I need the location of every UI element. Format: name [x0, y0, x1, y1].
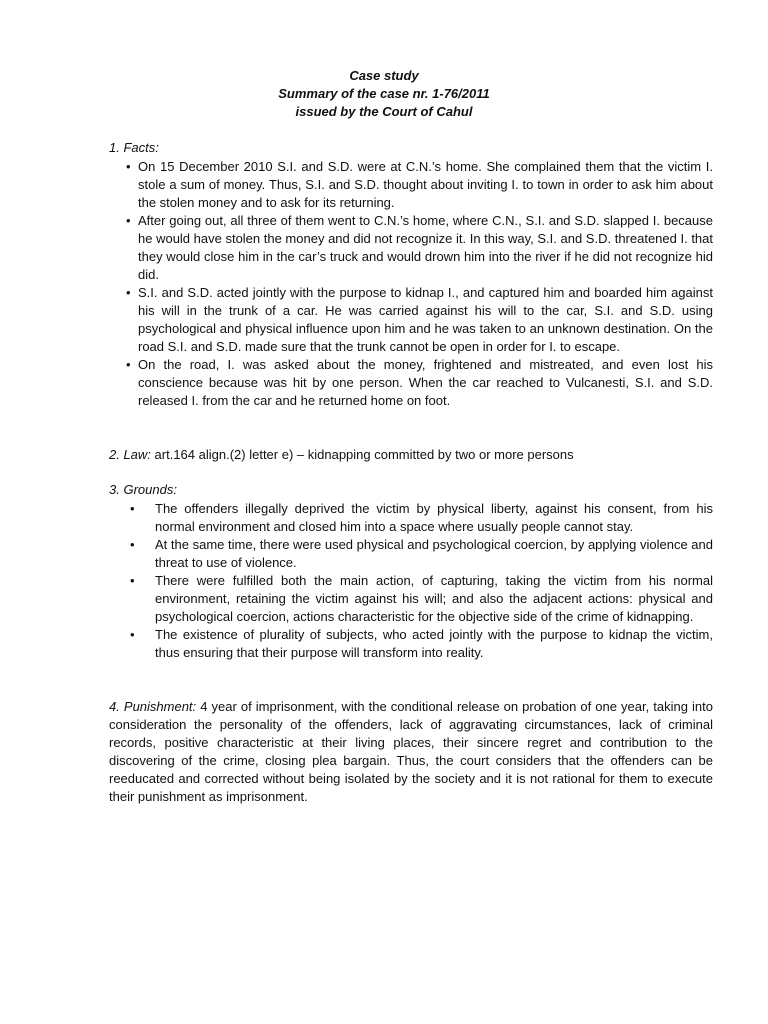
law-label: 2. Law:: [109, 447, 151, 462]
facts-heading: [109, 139, 714, 157]
punishment-paragraph: [109, 698, 713, 806]
punishment-label: 4. Punishment:: [109, 699, 197, 714]
list-item: [130, 572, 713, 626]
ground-text: The offenders illegally deprived the victim by physical liberty, against his consent, from his normal environment and closed him into a space where usually people cannot stay.: [155, 501, 713, 534]
ground-text: There were fulfilled both the main action, of capturing, taking the victim from his normal environment, retaining the victim against his will; and also the adjacent actions: physical and psychological coercion, actions characteristic for the objective side of the crime of kidnapping.: [155, 573, 713, 624]
bullet-icon: •: [126, 213, 131, 228]
punishment-text: 4 year of imprisonment, with the conditional release on probation of one year, taking into consideration the personality of the offenders, lack of aggravating circumstances, lack of criminal records, positive characteristic at their living places, their sincere regret and contribution to the discovering of the crime, closing plea bargain. Thus, the court considers that the offenders can be reeducated and corrected without being isolated by the society and it is not rational for them to execute their punishment as imprisonment.: [109, 699, 713, 804]
list-item: [125, 356, 713, 410]
ground-text: The existence of plurality of subjects, who acted jointly with the purpose to kidnap the victim, thus ensuring that their purpose will transform into reality.: [155, 627, 713, 660]
list-item: [130, 626, 713, 662]
law-text: art.164 align.(2) letter e) – kidnapping committed by two or more persons: [154, 447, 574, 462]
bullet-icon: •: [130, 537, 135, 552]
bullet-icon: •: [126, 357, 131, 372]
list-item: [130, 536, 713, 572]
bullet-icon: •: [130, 573, 135, 588]
grounds-label: 3. Grounds:: [109, 482, 177, 497]
facts-list: [125, 158, 713, 410]
list-item: [130, 500, 713, 536]
grounds-list: [130, 500, 713, 662]
fact-text: After going out, all three of them went to C.N.’s home, where C.N., S.I. and S.D. slapped I. because he would have stolen the money and did not recognize it. In this way, S.I. and S.D. threatened I. that they would close him in the car’s truck and would drown him into the river if he did not recognize hid did.: [138, 213, 713, 282]
title-line-case-number: Summary of the case nr. 1-76/2011: [278, 86, 490, 101]
facts-label: 1. Facts:: [109, 140, 159, 155]
list-item: [125, 158, 713, 212]
title-line-court: issued by the Court of Cahul: [295, 104, 473, 119]
fact-text: On 15 December 2010 S.I. and S.D. were at C.N.’s home. She complained them that the victim I. stole a sum of money. Thus, S.I. and S.D. thought about inviting I. to town in order to ask him about the stolen money and to ask for its returning.: [138, 159, 713, 210]
bullet-icon: •: [126, 159, 131, 174]
bullet-icon: •: [130, 627, 135, 642]
law-paragraph: [109, 446, 714, 464]
list-item: [125, 212, 713, 284]
fact-text: On the road, I. was asked about the money, frightened and mistreated, and even lost his conscience because was hit by one person. When the car reached to Vulcanesti, S.I. and S.D. released I. from the car and he returned home on foot.: [138, 357, 713, 408]
ground-text: At the same time, there were used physical and psychological coercion, by applying violence and threat to use of violence.: [155, 537, 713, 570]
list-item: [125, 284, 713, 356]
grounds-heading: [109, 481, 714, 499]
bullet-icon: •: [130, 501, 135, 516]
document-title: [0, 67, 768, 121]
bullet-icon: •: [126, 285, 131, 300]
title-line-case-study: Case study: [349, 68, 419, 83]
fact-text: S.I. and S.D. acted jointly with the purpose to kidnap I., and captured him and boarded him against his will in the trunk of a car. He was carried against his will to the car, S.I. and S.D. using psychological and physical influence upon him and he was taken to an unknown destination. On the road S.I. and S.D. made sure that the trunk cannot be open in order for I. to escape.: [138, 285, 713, 354]
